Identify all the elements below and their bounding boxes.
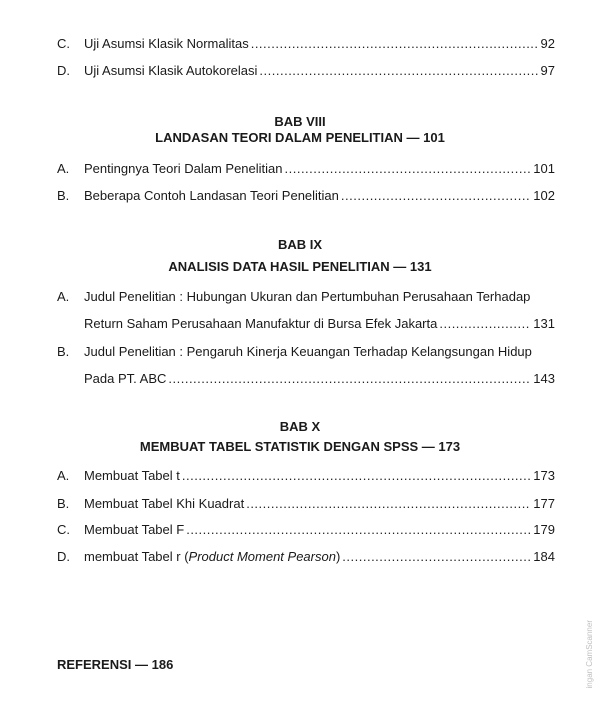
leader-dots bbox=[168, 369, 531, 389]
entry-letter: D. bbox=[57, 63, 70, 78]
entry-page: 97 bbox=[540, 63, 555, 78]
toc-entry-first-line bbox=[57, 342, 555, 362]
entry-title: Return Saham Perusahaan Manufaktur di Bursa Efek Jakarta bbox=[84, 316, 438, 331]
toc-entry bbox=[57, 520, 555, 540]
entry-letter: A. bbox=[57, 468, 70, 483]
referensi-heading: REFERENSI — 186 bbox=[57, 657, 174, 672]
chapter-heading: LANDASAN TEORI DALAM PENELITIAN — 101 bbox=[155, 130, 445, 145]
entry-page: 177 bbox=[533, 496, 555, 511]
entry-page: 184 bbox=[533, 549, 555, 564]
entry-title: Pada PT. ABC bbox=[84, 371, 167, 386]
entry-title: Membuat Tabel F bbox=[84, 522, 185, 537]
entry-letter: A. bbox=[57, 289, 70, 304]
leader-dots bbox=[439, 314, 531, 334]
entry-letter: B. bbox=[57, 344, 70, 359]
leader-dots bbox=[259, 61, 538, 81]
entry-letter: C. bbox=[57, 522, 70, 537]
entry-letter: D. bbox=[57, 549, 70, 564]
entry-page: 173 bbox=[533, 468, 555, 483]
entry-page: 131 bbox=[533, 316, 555, 331]
leader-dots bbox=[342, 547, 531, 567]
entry-title: Beberapa Contoh Landasan Teori Penelitian bbox=[84, 188, 339, 203]
scanner-watermark: ingan CamScanner bbox=[585, 620, 594, 689]
toc-entry bbox=[57, 61, 555, 81]
toc-entry bbox=[57, 547, 555, 567]
entry-title: Uji Asumsi Klasik Autokorelasi bbox=[84, 63, 258, 78]
entry-title-line1: Judul Penelitian : Hubungan Ukuran dan Pertumbuhan Perusahaan Terhadap bbox=[84, 289, 531, 304]
chapter-label: BAB X bbox=[279, 419, 321, 434]
entry-letter: B. bbox=[57, 496, 70, 511]
leader-dots bbox=[186, 520, 531, 540]
leader-dots bbox=[246, 494, 531, 514]
toc-entry bbox=[57, 159, 555, 179]
toc-entry bbox=[57, 186, 555, 206]
leader-dots bbox=[182, 466, 531, 486]
entry-title-line1: Judul Penelitian : Pengaruh Kinerja Keuangan Terhadap Kelangsungan Hidup bbox=[84, 344, 532, 359]
toc-entry bbox=[57, 34, 555, 54]
entry-letter: B. bbox=[57, 188, 70, 203]
leader-dots bbox=[341, 186, 531, 206]
chapter-heading: ANALISIS DATA HASIL PENELITIAN — 131 bbox=[168, 259, 432, 274]
toc-entry-first-line bbox=[57, 287, 555, 307]
entry-letter: A. bbox=[57, 161, 70, 176]
entry-title: Uji Asumsi Klasik Normalitas bbox=[84, 36, 249, 51]
entry-title-italic: Product Moment Pearson bbox=[188, 549, 336, 564]
toc-entry bbox=[57, 494, 555, 514]
chapter-label: BAB VIII bbox=[274, 114, 326, 129]
entry-title: Membuat Tabel t bbox=[84, 468, 180, 483]
leader-dots bbox=[251, 34, 539, 54]
toc-entry bbox=[57, 466, 555, 486]
entry-title: Membuat Tabel Khi Kuadrat bbox=[84, 496, 245, 511]
entry-page: 101 bbox=[533, 161, 555, 176]
chapter-heading: MEMBUAT TABEL STATISTIK DENGAN SPSS — 173 bbox=[139, 439, 461, 454]
chapter-label: BAB IX bbox=[277, 237, 323, 252]
leader-dots bbox=[285, 159, 532, 179]
toc-entry bbox=[57, 369, 555, 389]
entry-title bbox=[84, 547, 340, 567]
entry-title: Pentingnya Teori Dalam Penelitian bbox=[84, 161, 283, 176]
entry-page: 179 bbox=[533, 522, 555, 537]
toc-entry bbox=[57, 314, 555, 334]
entry-title-start: membuat Tabel r ( bbox=[84, 549, 189, 564]
entry-title-end: ) bbox=[335, 549, 341, 564]
entry-letter: C. bbox=[57, 36, 70, 51]
entry-page: 143 bbox=[533, 371, 555, 386]
entry-page: 102 bbox=[533, 188, 555, 203]
entry-page: 92 bbox=[540, 36, 555, 51]
